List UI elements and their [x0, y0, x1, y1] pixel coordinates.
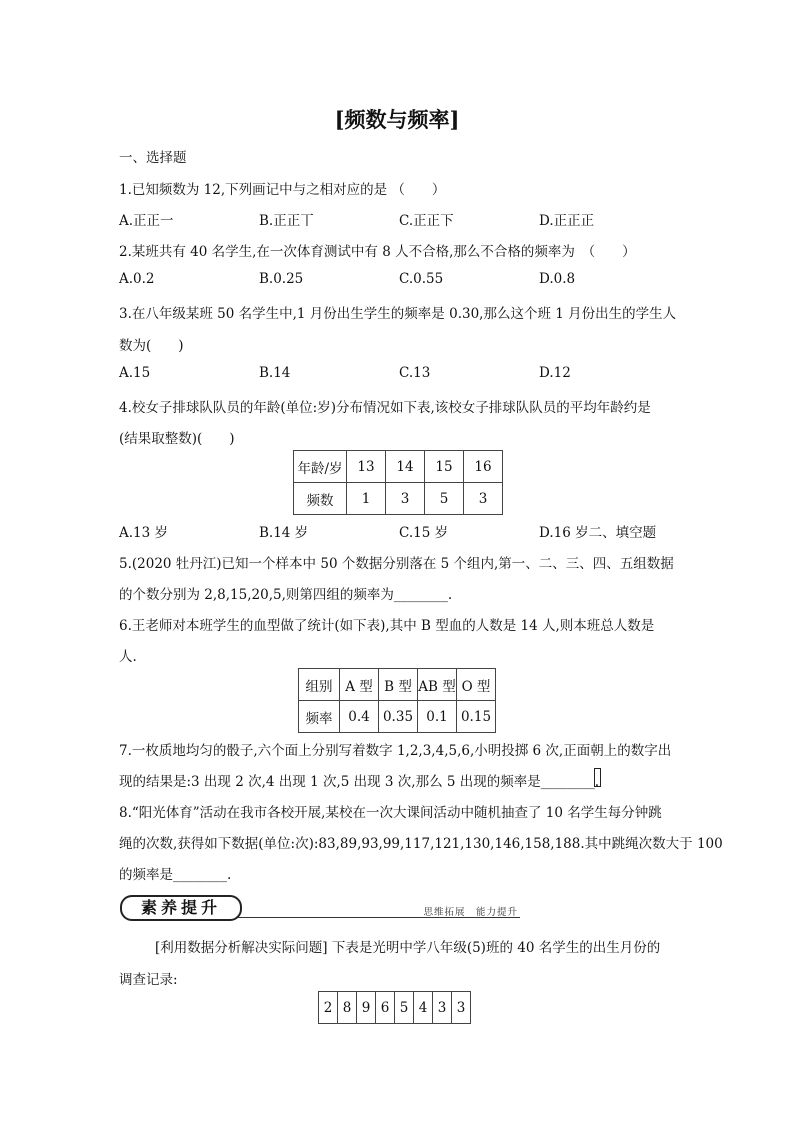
table-cell: 5: [395, 992, 414, 1024]
table-row: [319, 992, 471, 1024]
table-cell: 9: [357, 992, 376, 1024]
section-banner: [120, 895, 520, 921]
table-cell: 0.15: [457, 701, 496, 733]
q3-option-a: A.15: [119, 365, 151, 381]
table-cell: 6: [376, 992, 395, 1024]
cursor-mark-icon: [594, 768, 601, 787]
q4-option-c: C.15 岁: [399, 525, 449, 541]
q3-option-c: C.13: [399, 365, 431, 381]
table-cell: 5: [425, 483, 464, 515]
table-cell: 频率: [299, 701, 340, 733]
table-cell: 0.4: [340, 701, 379, 733]
q1-option-d: D.正正正: [539, 213, 595, 229]
question-2-text: 2.某班共有 40 名学生,在一次体育测试中有 8 人不合格,那么不合格的频率为 （ ）: [119, 244, 636, 260]
q4-option-d: D.16 岁二、填空题: [539, 525, 657, 541]
q4-option-b: B.14 岁: [259, 525, 309, 541]
question-8-line-2: 绳的次数,获得如下数据(单位:次):83,89,93,99,117,121,130,146,158,188.其中跳绳次数大于 100: [119, 836, 723, 852]
page-title: [频数与频率]: [334, 107, 460, 132]
table-cell: AB 型: [418, 669, 457, 701]
banner-subtitle: 思维拓展 能力提升: [423, 907, 518, 918]
q1-option-b: B.正正丅: [259, 213, 314, 229]
question-7-line-1: 7.一枚质地均匀的骰子,六个面上分别写着数字 1,2,3,4,5,6,小明投掷 6 次,正面朝上的数字出: [119, 743, 672, 759]
q1-option-c: C.正正下: [399, 213, 454, 229]
question-3-line-1: 3.在八年级某班 50 名学生中,1 月份出生学生的频率是 0.30,那么这个班 1 月份出生的学生人: [119, 306, 677, 322]
table-cell: 年龄/岁: [294, 451, 347, 483]
question-9-line-1: [利用数据分析解决实际问题] 下表是光明中学八年级(5)班的 40 名学生的出生月份的: [155, 940, 661, 956]
question-1-text: 1.已知频数为 12,下列画记中与之相对应的是 （ ）: [119, 182, 446, 198]
table-cell: 8: [338, 992, 357, 1024]
table-cell: 0.1: [418, 701, 457, 733]
table-cell: 4: [414, 992, 433, 1024]
section-heading-choice: 一、选择题: [119, 150, 187, 166]
table-cell: 1: [347, 483, 386, 515]
table-cell: 3: [452, 992, 471, 1024]
question-3-line-2: 数为( ): [119, 338, 184, 354]
question-9-line-2: 调查记录:: [119, 972, 178, 988]
blood-type-table: [298, 668, 496, 733]
q2-option-d: D.0.8: [539, 271, 576, 287]
question-8-line-3: 的频率是________.: [119, 867, 232, 883]
table-row: [299, 701, 496, 733]
table-cell: 0.35: [379, 701, 418, 733]
question-8-line-1: 8.“阳光体育”活动在我市各校开展,某校在一次大课间活动中随机抽查了 10 名学生每分钟跳: [119, 805, 662, 821]
table-cell: A 型: [340, 669, 379, 701]
table-cell: 频数: [294, 483, 347, 515]
table-cell: 3: [464, 483, 503, 515]
question-5-line-1: 5.(2020 牡丹江)已知一个样本中 50 个数据分别落在 5 个组内,第一、二、三、四、五组数据: [119, 556, 674, 572]
banner-label: 素养提升: [120, 895, 242, 921]
question-6-line-2: 人.: [119, 649, 137, 665]
question-6-line-1: 6.王老师对本班学生的血型做了统计(如下表),其中 B 型血的人数是 14 人,则本班总人数是: [119, 618, 655, 634]
question-7-line-2: 现的结果是:3 出现 2 次,4 出现 1 次,5 出现 3 次,那么 5 出现的频率是________.: [119, 774, 600, 790]
table-cell: 3: [386, 483, 425, 515]
table-row: [294, 451, 503, 483]
table-cell: 16: [464, 451, 503, 483]
q2-option-a: A.0.2: [119, 271, 155, 287]
q4-option-a: A.13 岁: [119, 525, 169, 541]
q3-option-d: D.12: [539, 365, 571, 381]
birth-month-table: [318, 991, 471, 1024]
table-cell: 2: [319, 992, 338, 1024]
q1-option-a: A.正正一: [119, 213, 174, 229]
table-row: [294, 483, 503, 515]
table-cell: 14: [386, 451, 425, 483]
q2-option-c: C.0.55: [399, 271, 444, 287]
table-cell: 15: [425, 451, 464, 483]
table-cell: 组别: [299, 669, 340, 701]
q3-option-b: B.14: [259, 365, 291, 381]
table-cell: B 型: [379, 669, 418, 701]
q2-option-b: B.0.25: [259, 271, 304, 287]
table-cell: O 型: [457, 669, 496, 701]
table-cell: 3: [433, 992, 452, 1024]
question-4-line-2: (结果取整数)( ): [119, 431, 235, 447]
question-5-line-2: 的个数分别为 2,8,15,20,5,则第四组的频率为________.: [119, 587, 453, 603]
table-row: [299, 669, 496, 701]
age-frequency-table: [293, 450, 503, 515]
question-4-line-1: 4.校女子排球队队员的年龄(单位:岁)分布情况如下表,该校女子排球队队员的平均年龄约是: [119, 400, 651, 416]
table-cell: 13: [347, 451, 386, 483]
